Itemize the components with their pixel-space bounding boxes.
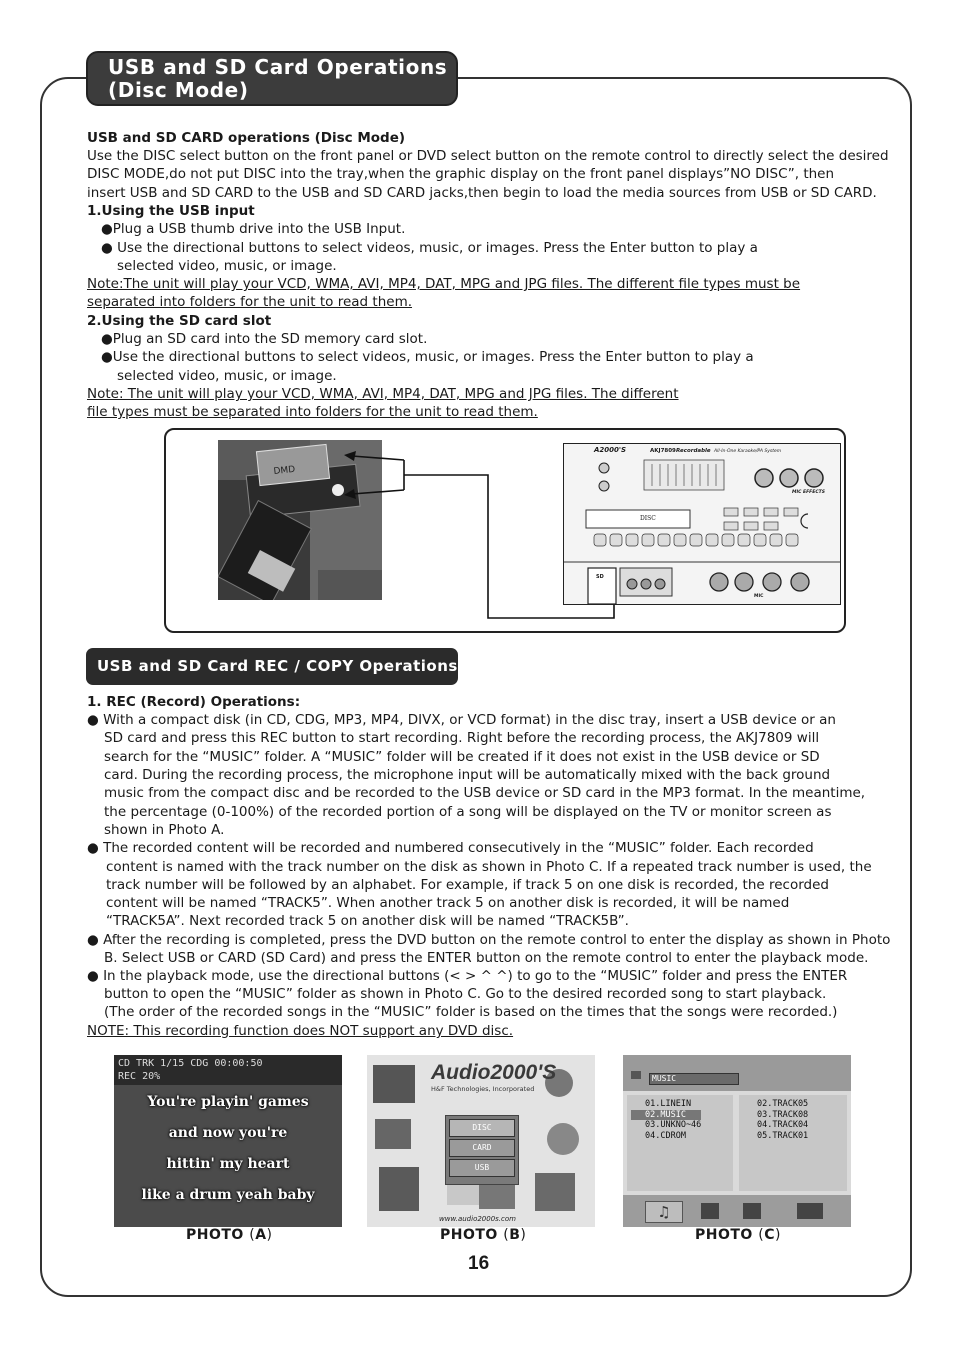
photo-c-file: 02.TRACK05	[757, 1099, 809, 1109]
usb-note: Note:The unit will play your VCD, WMA, AVI, MP4, DAT, MPG and JPG files. The different file types must be	[87, 276, 801, 292]
folder-icon	[631, 1071, 641, 1079]
caption-open: (	[249, 1227, 256, 1243]
photo-c-folder: 03.UNKNO~46	[645, 1120, 702, 1130]
photo-b-caption	[440, 1227, 526, 1243]
caption-close: )	[266, 1227, 273, 1243]
caption-open: (	[758, 1227, 765, 1243]
rec-para2-line: “TRACK5A”. Next recorded track 5 on another disk will be named “TRACK5B”.	[106, 913, 629, 929]
photo-a-lyric: like a drum yeah baby	[141, 1187, 315, 1203]
sd-bullet: ●Use the directional buttons to select videos, music, or images. Press the Enter button to play a	[101, 349, 754, 365]
rec-para4-line: button to open the “MUSIC” folder as shown in Photo C. Go to the desired recorded song to start playback.	[104, 986, 827, 1002]
title-line-2: (Disc Mode)	[108, 78, 249, 102]
photo-b-tagline: H&F Technologies, Incorporated	[431, 1085, 535, 1093]
intro-line: DISC MODE,do not put DISC into the tray,when the graphic display on the front panel displays”NO DISC”, then	[87, 166, 835, 182]
sd-heading: 2.Using the SD card slot	[87, 312, 272, 329]
film-reel-icon	[743, 1203, 761, 1219]
rec-para1-line: the percentage (0-100%) of the recorded portion of a song will be displayed on the TV or monitor screen as	[104, 804, 832, 820]
photo-c-file: 03.TRACK08	[757, 1109, 809, 1120]
photo-a-rec-status: REC 20%	[118, 1071, 161, 1082]
image-icon	[701, 1203, 719, 1219]
photo-a-lyric: hittin' my heart	[166, 1156, 290, 1172]
caption-word: PHOTO	[440, 1227, 498, 1243]
usb-bullet: ● Use the directional buttons to select videos, music, or images. Press the Enter button to play a	[101, 239, 758, 256]
photo-b-menu-usb: USB	[449, 1159, 515, 1177]
photo-c-folder: 01.LINEIN	[645, 1099, 692, 1109]
rec-note: NOTE: This recording function does NOT support any DVD disc.	[87, 1023, 514, 1039]
usb-note: separated into folders for the unit to read them.	[87, 294, 413, 310]
panel-model: AKJ7809	[650, 448, 676, 454]
photo-b-screen	[367, 1055, 595, 1227]
photo-c-file: 05.TRACK01	[757, 1130, 809, 1141]
photo-b-brand: Audio2000'S	[431, 1061, 557, 1084]
rec-para1-line: SD card and press this REC button to start recording. Right before the recording process, the AKJ7809 will	[104, 730, 820, 746]
caption-close: )	[774, 1227, 781, 1243]
front-panel	[563, 443, 841, 605]
panel-sd-label: SD	[596, 574, 604, 580]
rec-para1-line: music from the compact disc and be recorded to the USB device or SD card in the MP3 format. In the meantime,	[104, 785, 866, 801]
photo-a-status: CD TRK 1/15 CDG 00:00:50	[118, 1058, 263, 1069]
rec-heading: 1. REC (Record) Operations:	[87, 694, 301, 710]
section-heading-rec-copy: USB and SD Card REC / COPY Operations	[86, 648, 458, 685]
intro-line: Use the DISC select button on the front panel or DVD select button on the remote control to directly select the desired	[87, 148, 889, 164]
svg-text:DMD: DMD	[273, 464, 296, 478]
rec-para1-line: search for the “MUSIC” folder. A “MUSIC” folder will be created if it does not exist in the USB device or SD	[104, 749, 820, 765]
usb-heading: 1.Using the USB input	[87, 203, 255, 219]
caption-letter: B	[509, 1227, 521, 1243]
photo-a-caption	[186, 1227, 273, 1243]
photo-c-path: MUSIC	[649, 1073, 739, 1085]
photo-c-file: 04.TRACK04	[757, 1120, 809, 1130]
photo-c-screen	[623, 1055, 851, 1227]
photo-b-url: www.audio2000s.com	[439, 1215, 516, 1223]
panel-mic: MIC	[754, 594, 764, 599]
usb-bullet: ●Plug a USB thumb drive into the USB Input.	[101, 221, 406, 237]
usb-bullet-cont: selected video, music, or image.	[117, 258, 337, 274]
rec-para1-line: ● With a compact disk (in CD, CDG, MP3, MP4, DIVX, or VCD format) in the disc tray, insert a USB device or an	[87, 712, 836, 728]
panel-mic-effects: MIC EFFECTS	[792, 490, 825, 495]
photo-b-menu-card: CARD	[449, 1139, 515, 1157]
sd-bullet: ●Plug an SD card into the SD memory card slot.	[101, 331, 428, 347]
rec-para2-line: content is named with the track number on the disk as shown in Photo C. If a repeated track number is used, the	[106, 858, 872, 875]
rec-para4-line: (The order of the recorded songs in the “MUSIC” folder is based on the times that the songs were recorded.)	[104, 1004, 838, 1020]
photo-b-menu-disc: DISC	[449, 1119, 515, 1137]
caption-open: (	[503, 1227, 510, 1243]
rec-para1-line: card. During the recording process, the microphone input will be automatically mixed with the back ground	[104, 767, 831, 783]
caption-word: PHOTO	[186, 1227, 244, 1243]
rec-para2-line: ● The recorded content will be recorded and numbered consecutively in the “MUSIC” folder. Each recorded	[87, 840, 814, 856]
photo-c-folder-selected: 02.MUSIC	[631, 1110, 701, 1121]
video-camera-icon	[797, 1203, 823, 1219]
music-note-icon: ♫	[645, 1201, 683, 1223]
sd-bullet-cont: selected video, music, or image.	[117, 367, 337, 384]
rec-para1-line: shown in Photo A.	[104, 822, 225, 838]
photo-a-lyric: You're playin' games	[147, 1094, 309, 1110]
panel-display-text: DISC	[640, 515, 656, 522]
rec-para2-line: content will be named “TRACK5”. When another track 5 on another disk is recorded, it will be named	[106, 895, 790, 911]
sd-note: file types must be separated into folders for the unit to read them.	[87, 404, 538, 420]
panel-recordable: Recordable	[676, 448, 711, 454]
panel-brand-logo: A2000'S	[594, 446, 627, 454]
sd-note: Note: The unit will play your VCD, WMA, AVI, MP4, DAT, MPG and JPG files. The different	[87, 386, 679, 402]
rec-para3-line: ● After the recording is completed, press the DVD button on the remote control to enter the display as shown in Photo	[87, 931, 891, 948]
intro-line: insert USB and SD CARD to the USB and SD CARD jacks,then begin to load the media sources from USB or SD CARD.	[87, 184, 877, 201]
title-line-1: USB and SD Card Operations	[108, 55, 448, 79]
rec-para3-line: B. Select USB or CARD (SD Card) and press the ENTER button on the remote control to enter the playback mode.	[104, 949, 869, 966]
photo-c-caption	[695, 1227, 781, 1243]
rec-para2-line: track number will be followed by an alphabet. For example, if track 5 on one disk is recorded, the recorded	[106, 877, 829, 893]
panel-controls	[564, 444, 840, 604]
caption-letter: A	[255, 1227, 267, 1243]
photo-a-lyric: and now you're	[168, 1125, 288, 1141]
caption-word: PHOTO	[695, 1227, 753, 1243]
page-title	[86, 51, 458, 106]
panel-subtitle: All-In-One Karaoke/PA System	[714, 449, 782, 454]
rec-para4-line: ● In the playback mode, use the directional buttons (< > ^ ^) to go to the “MUSIC” folder and press the ENTER	[87, 968, 848, 984]
caption-letter: C	[764, 1227, 775, 1243]
photo-a-screen	[114, 1055, 342, 1227]
page-number: 16	[468, 1253, 490, 1274]
caption-close: )	[520, 1227, 527, 1243]
section-heading: USB and SD CARD operations (Disc Mode)	[87, 130, 406, 146]
photo-c-folder: 04.CDROM	[645, 1130, 686, 1141]
